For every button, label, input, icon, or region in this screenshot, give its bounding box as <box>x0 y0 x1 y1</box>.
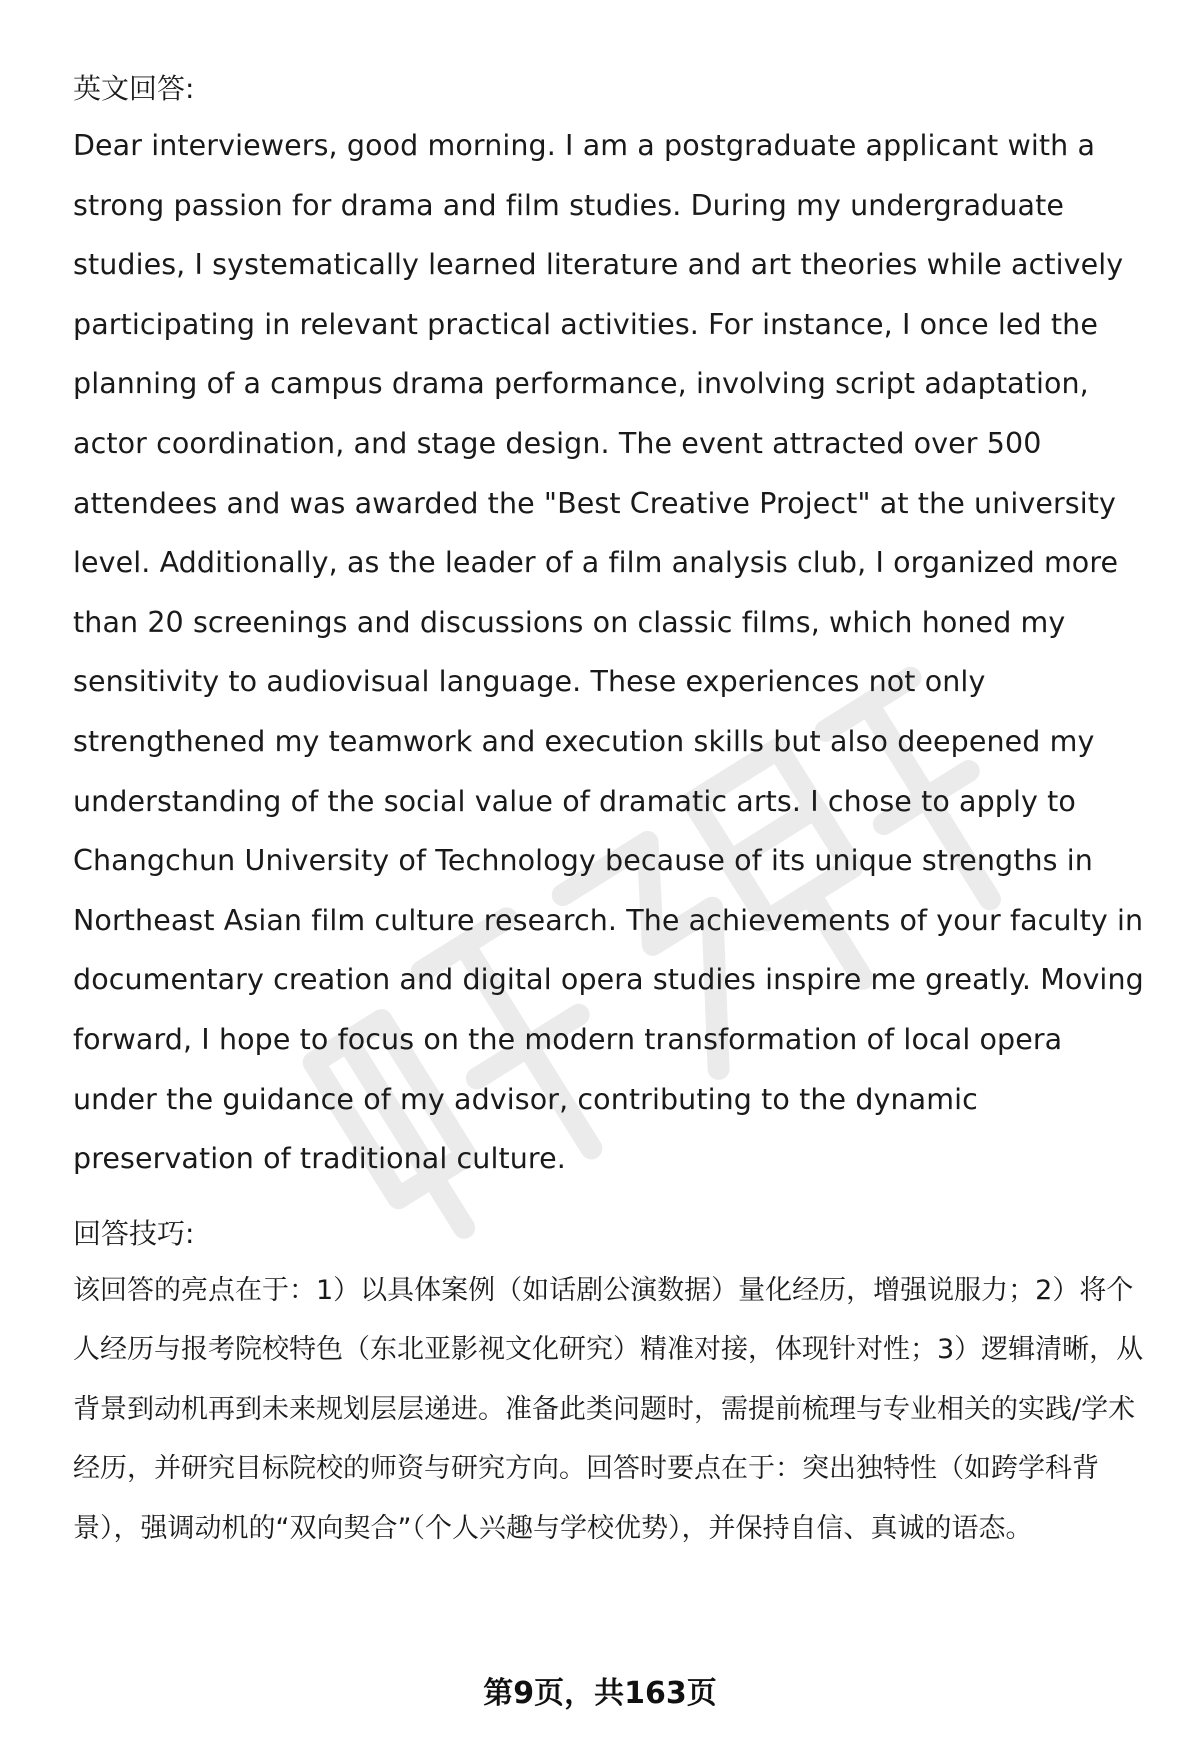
tips-paragraph: 该回答的亮点在于：1）以具体案例（如话剧公演数据）量化经历，增强说服力；2）将个人经历与报考院校特色（东北亚影视文化研究）精准对接，体现针对性；3）逻辑清晰，从背景到动机再到未来规划层层递进。准备此类问题时，需提前梳理与专业相关的实践/学术经历，并研究目标院校的师资与研究方向。回答时要点在于：突出独特性（如跨学科背景），强调动机的“双向契合”（个人兴趣与学校优势），并保持自信、真诚的语态。 <box>73 1274 1144 1544</box>
page-number: 第9页，共163页 <box>483 1676 717 1711</box>
document-body <box>73 62 1153 1558</box>
section-title: 英文回答: <box>73 72 195 105</box>
tips-title: 回答技巧: <box>73 1216 195 1250</box>
english-answer-paragraph: Dear interviewers, good morning. I am a postgraduate applicant with a strong passion for drama and film studies. During my undergraduate studies, I systematically learned literature and art theories while actively participating in relevant practical activities. For instance, I once led the planning of a campus drama performance, involving script adaptation, actor coordination, and stage design. The event attracted over 500 attendees and was awarded the "Best Creative Project" at the university level. Additionally, as the leader of a film analysis club, I organized more than 20 screenings and discussions on classic films, which honed my sensitivity to audiovisual language. These experiences not only strengthened my teamwork and execution skills but also deepened my understanding of the social value of dramatic arts. I chose to apply to Changchun University of Technology because of its unique strengths in Northeast Asian film culture research. The achievements of your faculty in documentary creation and digital opera studies inspire me greatly. Moving forward, I hope to focus on the modern transformation of local opera under the guidance of my advisor, contributing to the dynamic preservation of traditional culture. <box>73 129 1144 1176</box>
